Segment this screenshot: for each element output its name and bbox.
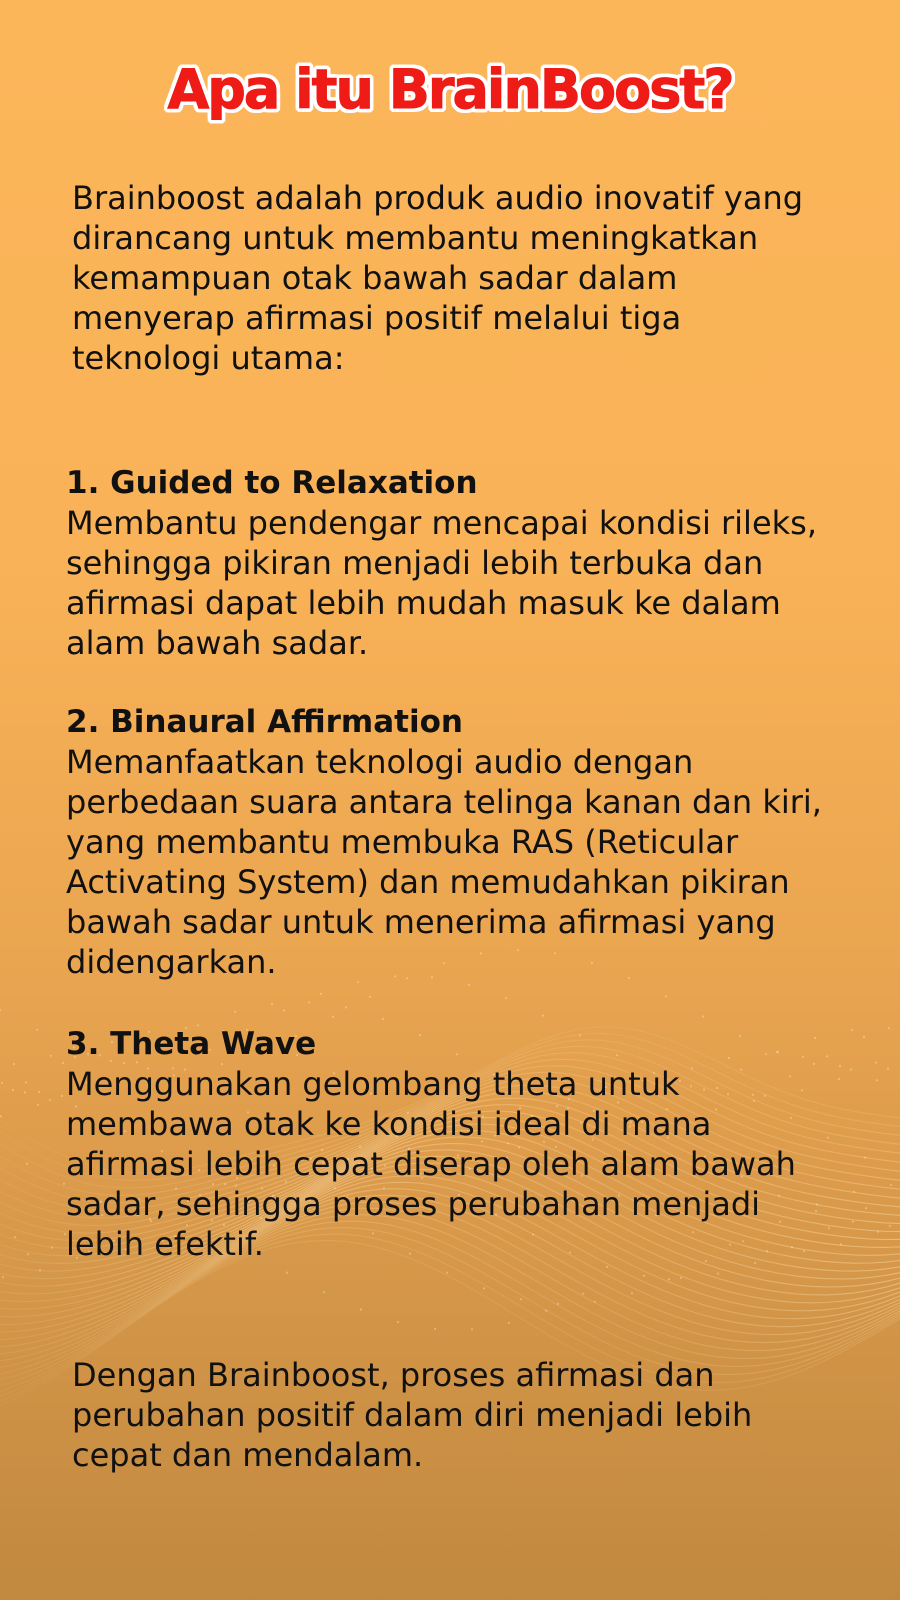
feature-heading: 2. Binaural Affirmation: [66, 704, 463, 740]
intro-text: Brainboost adalah produk audio inovatif yang dirancang untuk membantu meningkatkan kemampuan otak bawah sadar dalam menyerap afirmasi positif melalui tiga teknologi utama:: [72, 179, 804, 377]
feature-description: Menggunakan gelombang theta untuk membawa otak ke kondisi ideal di mana afirmasi lebih cepat diserap oleh alam bawah sadar, sehingga proses perubahan menjadi lebih efektif.: [66, 1065, 796, 1263]
page-title: Apa itu BrainBoost?: [167, 58, 733, 121]
feature-guided-relaxation: [66, 463, 846, 663]
feature-heading: 1. Guided to Relaxation: [66, 465, 478, 501]
feature-theta-wave: [66, 1024, 846, 1264]
feature-binaural-affirmation: [66, 702, 846, 982]
closing-text: Dengan Brainboost, proses afirmasi dan perubahan positif dalam diri menjadi lebih cepat dan mendalam.: [72, 1356, 753, 1474]
feature-description: Memanfaatkan teknologi audio dengan perbedaan suara antara telinga kanan dan kiri, yang membantu membuka RAS (Reticular Activating System) dan memudahkan pikiran bawah sadar untuk menerima afirmasi yang didengarkan.: [66, 743, 822, 981]
feature-description: Membantu pendengar mencapai kondisi rileks, sehingga pikiran menjadi lebih terbuka dan afirmasi dapat lebih mudah masuk ke dalam alam bawah sadar.: [66, 504, 817, 662]
feature-heading: 3. Theta Wave: [66, 1026, 317, 1062]
intro-paragraph: [72, 178, 812, 378]
closing-paragraph: [72, 1355, 822, 1475]
